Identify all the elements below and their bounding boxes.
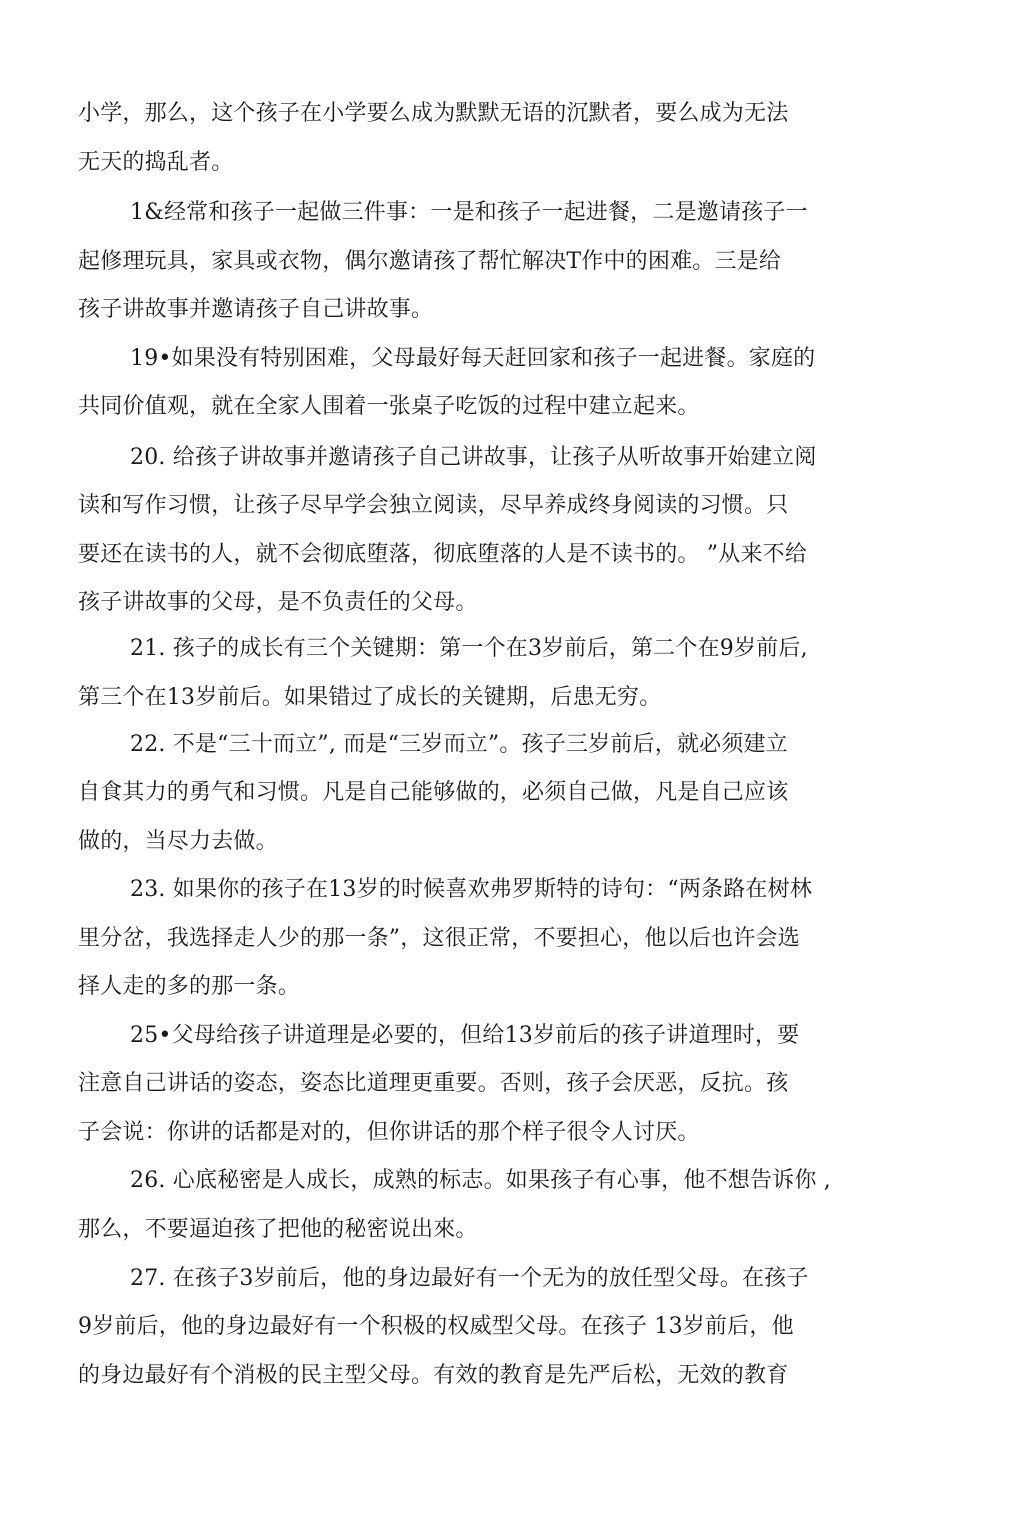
text-line: 自食其力的勇气和习惯。凡是自己能够做的，必须自己做，凡是自己应该 [78,780,789,805]
text-line: 小学，那么，这个孩子在小学要么成为默默无语的沉默者，要么成为无法 [78,101,789,126]
text-line: 孩子讲故事的父母，是不负责任的父母。 [78,590,478,615]
text-line: 那么，不要逼迫孩了把他的秘密说出來。 [78,1217,478,1242]
text-line: 做的，当尽力去做。 [78,829,278,854]
text-line: 9岁前后，他的身边最好有一个积极的权威型父母。在孩子 13岁前后，他 [78,1314,794,1339]
text-line: 20. 给孩子讲故事并邀请孩子自己讲故事，让孩子从听故事开始建立阅 [130,445,817,470]
text-line: 21. 孩子的成长有三个关键期：第一个在3岁前后，第二个在9岁前后, [130,636,808,661]
text-line: 第三个在13岁前后。如果错过了成长的关键期，后患无穷。 [78,685,662,710]
text-line: 26. 心底秘密是人成长，成熟的标志。如果孩子有心事，他不想告诉你 , [130,1168,831,1193]
text-line: 里分岔，我选择走人少的那一条”，这很正常，不要担心，他以后也许会选 [78,926,800,951]
text-line: 孩子讲故事并邀请孩子自己讲故事。 [78,297,434,322]
text-line: 注意自己讲话的姿态，姿态比道理更重要。否则，孩子会厌恶，反抗。孩 [78,1071,789,1096]
text-line: 22. 不是“三十而立”, 而是“三岁而立”。孩子三岁前后，就必须建立 [130,732,788,757]
text-line: 23. 如果你的孩子在13岁的时候喜欢弗罗斯特的诗句：“两条路在树林 [130,877,813,902]
text-line: 共同价值观，就在全家人围着一张桌子吃饭的过程中建立起来。 [78,394,700,419]
text-line: 27. 在孩子3岁前后，他的身边最好有一个无为的放任型父母。在孩子 [130,1266,809,1291]
text-line: 要还在读书的人，就不会彻底堕落，彻底堕落的人是不读书的。 ”从来不给 [78,542,808,567]
text-line: 的身边最好有个消极的民主型父母。有效的教育是先严后松，无效的教育 [78,1363,789,1388]
text-line: 择人走的多的那一条。 [78,974,301,999]
text-line: 无天的捣乱者。 [78,150,234,175]
text-line: 19•如果没有特别困难，父母最好每天赶回家和孩子一起进餐。家庭的 [130,346,816,371]
text-line: 子会说：你讲的话都是对的，但你讲话的那个样子很令人讨厌。 [78,1120,700,1145]
text-line: 25•父母给孩子讲道理是必要的，但给13岁前后的孩子讲道理时，要 [130,1023,800,1048]
text-line: 1&经常和孩子一起做三件事：一是和孩子一起进餐，二是邀请孩子一 [130,200,808,225]
text-line: 起修理玩具，家具或衣物，偶尔邀请孩了帮忙解决T作中的困难。三是给 [78,249,782,274]
text-line: 读和写作习惯，让孩子尽早学会独立阅读，尽早养成终身阅读的习惯。只 [78,493,789,518]
